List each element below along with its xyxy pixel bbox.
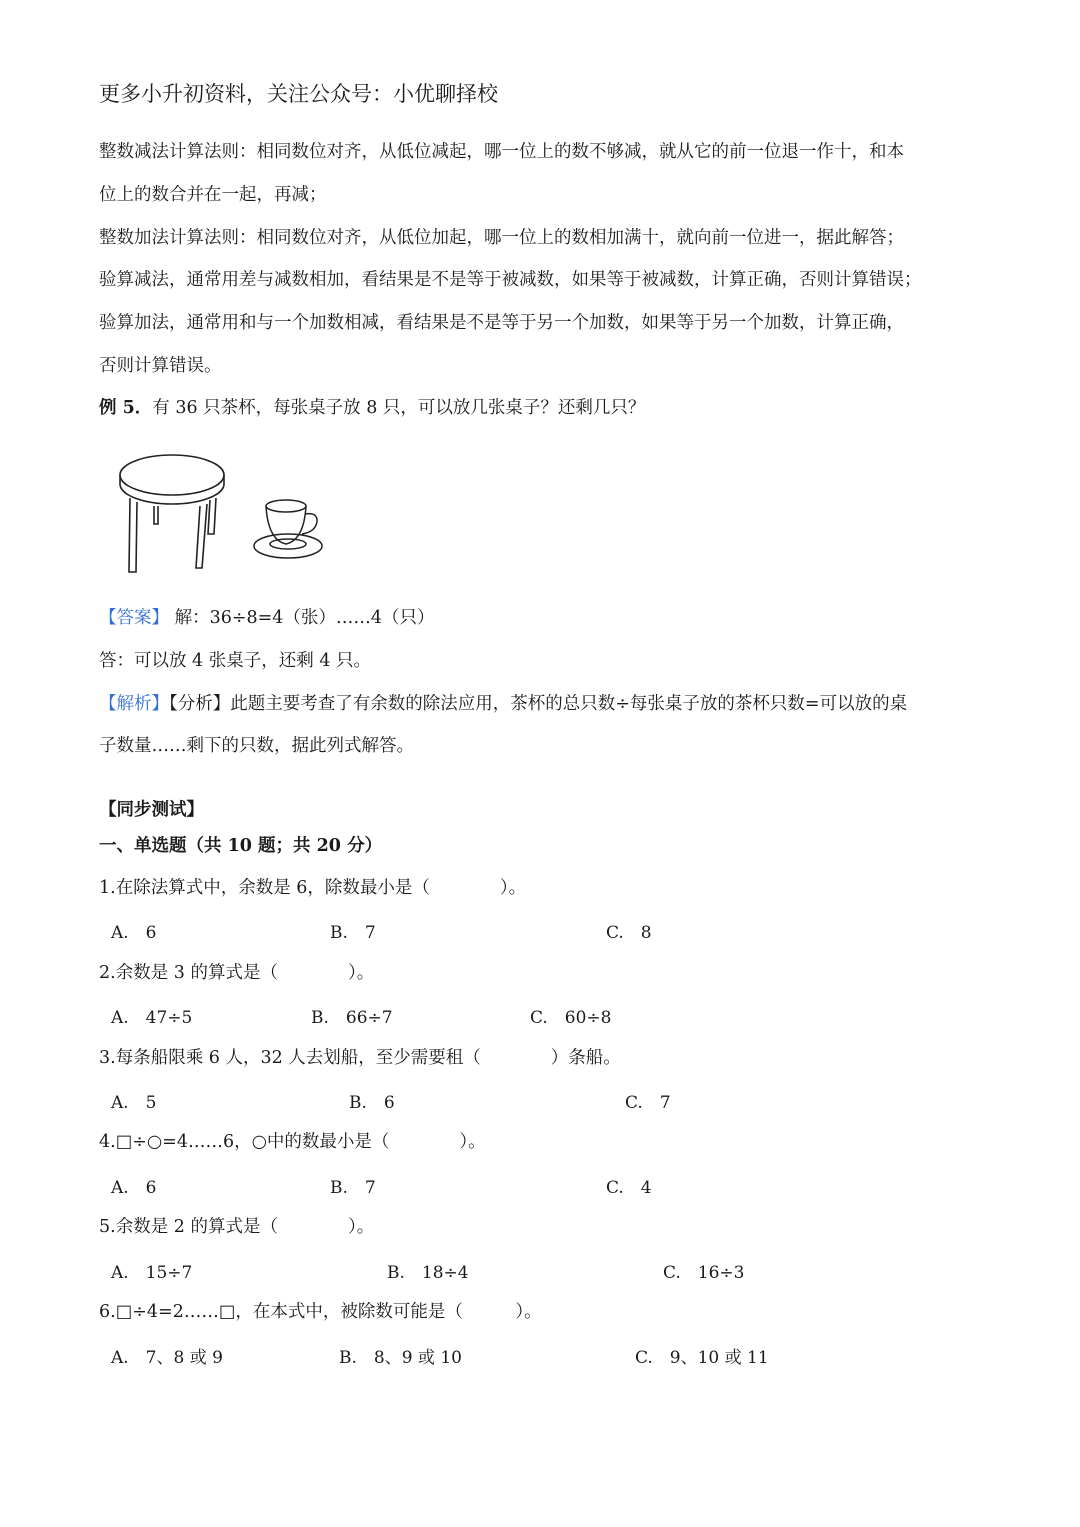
example-text: 有 36 只茶杯，每张桌子放 8 只，可以放几张桌子？还剩几只？ <box>152 398 646 418</box>
q2-option-b: B. 66÷7 <box>311 1008 393 1028</box>
answer-line-2: 答：可以放 4 张桌子，还剩 4 只。 <box>99 651 372 671</box>
question-6: 6.□÷4=2……□，在本式中，被除数可能是（ ）。 <box>99 1302 542 1322</box>
question-3: 3.每条船限乘 6 人，32 人去划船，至少需要租（ ）条船。 <box>99 1048 621 1068</box>
q1-option-c: C. 8 <box>606 923 652 943</box>
section-title: 一、单选题（共 10 题；共 20 分） <box>99 836 383 856</box>
q1-option-a: A. 6 <box>111 923 157 943</box>
page-header: 更多小升初资料，关注公众号：小优聊择校 <box>99 82 498 106</box>
q4-option-c: C. 4 <box>606 1178 652 1198</box>
table-icon <box>120 455 224 572</box>
analysis-tag: 【解析】 <box>99 694 169 714</box>
rule-line-3: 整数加法计算法则：相同数位对齐，从低位加起，哪一位上的数相加满十，就向前一位进一，据此解答； <box>99 228 904 248</box>
q6-option-a: A. 7、8 或 9 <box>111 1348 223 1368</box>
q3-option-a: A. 5 <box>111 1093 157 1113</box>
rule-line-4: 验算减法，通常用差与减数相加，看结果是不是等于被减数，如果等于被减数，计算正确，否则计算错误； <box>99 270 922 290</box>
q6-option-b: B. 8、9 或 10 <box>339 1348 462 1368</box>
question-5: 5.余数是 2 的算式是（ ）。 <box>99 1217 375 1237</box>
analysis-text: 【分析】此题主要考查了有余数的除法应用，茶杯的总只数÷每张桌子放的茶杯只数=可以放的桌 <box>169 694 908 714</box>
example-question <box>99 396 645 420</box>
answer-tag: 【答案】 <box>99 608 169 628</box>
sync-test-title: 【同步测试】 <box>99 800 204 820</box>
q3-option-b: B. 6 <box>349 1093 395 1113</box>
analysis-line <box>99 692 907 716</box>
q5-option-b: B. 18÷4 <box>387 1263 469 1283</box>
analysis-line-2: 子数量……剩下的只数，据此列式解答。 <box>99 736 414 756</box>
q2-option-a: A. 47÷5 <box>111 1008 193 1028</box>
rule-line-1: 整数减法计算法则：相同数位对齐，从低位减起，哪一位上的数不够减，就从它的前一位退一作十，和本 <box>99 142 904 162</box>
q3-option-c: C. 7 <box>625 1093 671 1113</box>
q4-option-b: B. 7 <box>330 1178 376 1198</box>
table-and-teacup-illustration <box>112 440 332 585</box>
q2-option-c: C. 60÷8 <box>530 1008 612 1028</box>
q5-option-a: A. 15÷7 <box>111 1263 193 1283</box>
teacup-icon <box>254 500 322 558</box>
rule-line-5: 验算加法，通常用和与一个加数相减，看结果是不是等于另一个加数，如果等于另一个加数，计算正确， <box>99 313 904 333</box>
answer-line <box>99 606 435 630</box>
q4-option-a: A. 6 <box>111 1178 157 1198</box>
answer-text: 解：36÷8=4（张）……4（只） <box>169 608 435 628</box>
q5-option-c: C. 16÷3 <box>663 1263 745 1283</box>
question-4: 4.□÷○=4……6，○中的数最小是（ ）。 <box>99 1132 486 1152</box>
q1-option-b: B. 7 <box>330 923 376 943</box>
rule-line-2: 位上的数合并在一起，再减； <box>99 185 327 205</box>
q6-option-c: C. 9、10 或 11 <box>635 1348 769 1368</box>
question-1: 1.在除法算式中，余数是 6，除数最小是（ ）。 <box>99 878 527 898</box>
example-label: 例 5． <box>99 398 153 418</box>
question-2: 2.余数是 3 的算式是（ ）。 <box>99 963 375 983</box>
rule-line-6: 否则计算错误。 <box>99 356 222 376</box>
